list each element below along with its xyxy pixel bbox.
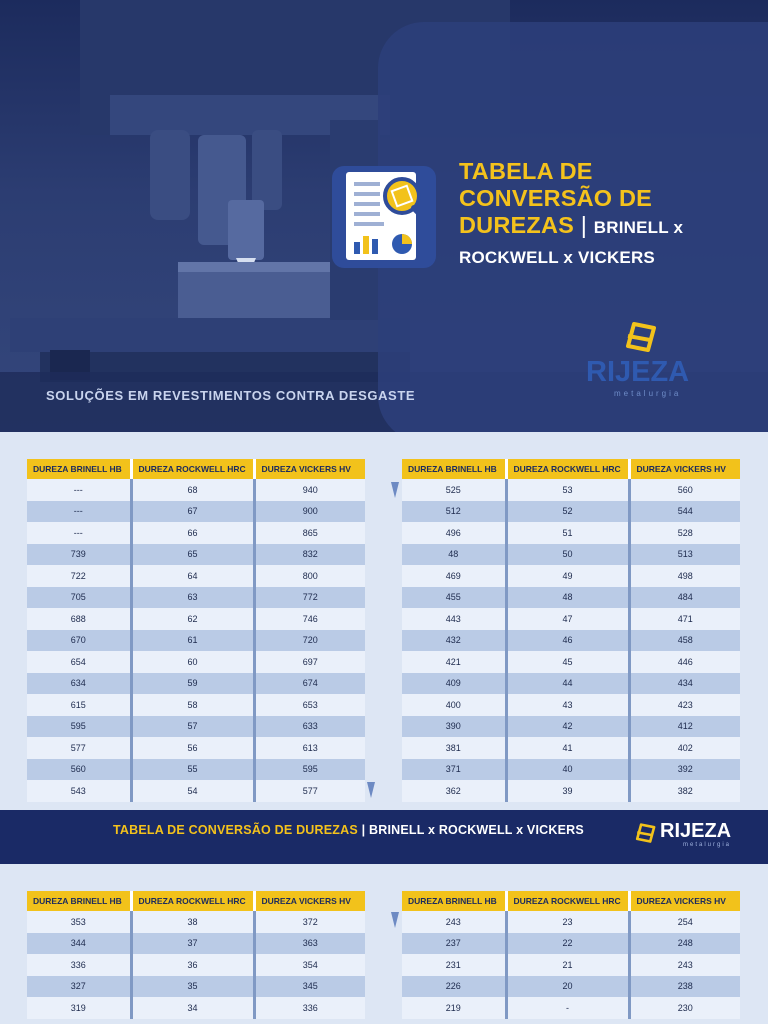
table-row: [27, 976, 365, 998]
cell-brinell: 577: [27, 737, 131, 759]
cell-vickers: 402: [629, 737, 740, 759]
cell-brinell: 243: [402, 911, 506, 933]
cell-brinell: 543: [27, 780, 131, 802]
table-row: [27, 737, 365, 759]
cell-rockwell: 46: [506, 630, 629, 652]
hero-title-separator: |: [580, 212, 588, 238]
cell-rockwell: 66: [131, 522, 254, 544]
cell-rockwell: 45: [506, 651, 629, 673]
rijeza-logo-word: RIJEZA: [660, 820, 732, 842]
cell-brinell: 654: [27, 651, 131, 673]
cell-vickers: 363: [254, 933, 365, 955]
cell-rockwell: 38: [131, 911, 254, 933]
cell-brinell: 421: [402, 651, 506, 673]
cell-brinell: ---: [27, 522, 131, 544]
cell-brinell: 237: [402, 933, 506, 955]
cell-rockwell: 35: [131, 976, 254, 998]
cell-vickers: 800: [254, 565, 365, 587]
cell-rockwell: 42: [506, 716, 629, 738]
conversion-table-2: [402, 459, 740, 802]
cell-vickers: 354: [254, 954, 365, 976]
cell-rockwell: 49: [506, 565, 629, 587]
cell-vickers: 513: [629, 544, 740, 566]
cell-rockwell: 50: [506, 544, 629, 566]
report-magnifier-icon: [332, 166, 436, 268]
cell-brinell: 353: [27, 911, 131, 933]
cell-vickers: 720: [254, 630, 365, 652]
section-banner: [0, 810, 768, 864]
table-row: [27, 780, 365, 802]
scroll-arrow-icon: [367, 782, 375, 798]
header-vickers: DUREZA VICKERS HV: [629, 459, 740, 479]
cell-brinell: 688: [27, 608, 131, 630]
cell-vickers: 434: [629, 673, 740, 695]
table-row: [27, 716, 365, 738]
header-rockwell: DUREZA ROCKWELL HRC: [506, 459, 629, 479]
cell-vickers: 484: [629, 587, 740, 609]
hero-banner: [0, 0, 768, 432]
table-row: [402, 587, 740, 609]
rijeza-logo-sub: metalurgia: [614, 389, 682, 398]
cell-rockwell: 43: [506, 694, 629, 716]
cell-rockwell: 23: [506, 911, 629, 933]
table-row: [27, 694, 365, 716]
rijeza-logo-icon: [620, 320, 660, 360]
cell-brinell: 48: [402, 544, 506, 566]
cell-brinell: 595: [27, 716, 131, 738]
cell-rockwell: 65: [131, 544, 254, 566]
table-row: [27, 911, 365, 933]
cell-rockwell: 60: [131, 651, 254, 673]
cell-vickers: 697: [254, 651, 365, 673]
cell-vickers: 528: [629, 522, 740, 544]
cell-brinell: 371: [402, 759, 506, 781]
table-row: [27, 479, 365, 501]
header-vickers: DUREZA VICKERS HV: [254, 459, 365, 479]
cell-vickers: 900: [254, 501, 365, 523]
cell-vickers: 446: [629, 651, 740, 673]
table-row: [402, 759, 740, 781]
table-row: [402, 544, 740, 566]
cell-vickers: 254: [629, 911, 740, 933]
header-vickers: DUREZA VICKERS HV: [254, 891, 365, 911]
header-brinell: DUREZA BRINELL HB: [27, 459, 131, 479]
cell-vickers: 345: [254, 976, 365, 998]
table-row: [402, 565, 740, 587]
cell-rockwell: 58: [131, 694, 254, 716]
header-brinell: DUREZA BRINELL HB: [27, 891, 131, 911]
banner-title-yellow: TABELA DE CONVERSÃO DE DUREZAS: [113, 823, 358, 837]
cell-vickers: 544: [629, 501, 740, 523]
cell-rockwell: 68: [131, 479, 254, 501]
cell-vickers: 423: [629, 694, 740, 716]
banner-title-white: BRINELL x ROCKWELL x VICKERS: [368, 823, 584, 837]
cell-brinell: 381: [402, 737, 506, 759]
hero-title-line1: TABELA DE: [459, 158, 593, 184]
table-row: [402, 737, 740, 759]
cell-vickers: 746: [254, 608, 365, 630]
header-brinell: DUREZA BRINELL HB: [402, 891, 506, 911]
cell-vickers: 832: [254, 544, 365, 566]
cell-brinell: 443: [402, 608, 506, 630]
cell-vickers: 336: [254, 997, 365, 1019]
table-row: [27, 673, 365, 695]
table-row: [27, 630, 365, 652]
table-row: [27, 651, 365, 673]
cell-rockwell: 64: [131, 565, 254, 587]
hero-title-brinell: BRINELL x: [593, 218, 684, 237]
cell-vickers: 633: [254, 716, 365, 738]
cell-rockwell: 51: [506, 522, 629, 544]
cell-brinell: 390: [402, 716, 506, 738]
cell-rockwell: 47: [506, 608, 629, 630]
table-row: [27, 954, 365, 976]
table-row: [27, 522, 365, 544]
table-row: [27, 933, 365, 955]
cell-brinell: 560: [27, 759, 131, 781]
cell-vickers: 613: [254, 737, 365, 759]
conversion-table-3: [27, 891, 365, 1019]
cell-vickers: 940: [254, 479, 365, 501]
header-rockwell: DUREZA ROCKWELL HRC: [131, 891, 254, 911]
table-row: [402, 954, 740, 976]
cell-brinell: 455: [402, 587, 506, 609]
cell-vickers: 230: [629, 997, 740, 1019]
conversion-table-1: [27, 459, 365, 802]
table-row: [27, 544, 365, 566]
table-row: [402, 694, 740, 716]
cell-brinell: 670: [27, 630, 131, 652]
table-row: [27, 759, 365, 781]
table-row: [402, 716, 740, 738]
cell-brinell: 525: [402, 479, 506, 501]
cell-rockwell: 36: [131, 954, 254, 976]
table-row: [27, 565, 365, 587]
cell-brinell: ---: [27, 501, 131, 523]
cell-vickers: 243: [629, 954, 740, 976]
cell-rockwell: 55: [131, 759, 254, 781]
table-row: [27, 587, 365, 609]
cell-brinell: 336: [27, 954, 131, 976]
cell-brinell: 219: [402, 997, 506, 1019]
cell-rockwell: 34: [131, 997, 254, 1019]
table-row: [402, 997, 740, 1019]
cell-brinell: ---: [27, 479, 131, 501]
table-row: [27, 608, 365, 630]
cell-brinell: 409: [402, 673, 506, 695]
table-row: [27, 997, 365, 1019]
banner-title-separator: |: [361, 823, 366, 837]
header-vickers: DUREZA VICKERS HV: [629, 891, 740, 911]
table-row: [402, 630, 740, 652]
cell-vickers: 674: [254, 673, 365, 695]
hero-title: [459, 158, 759, 241]
cell-vickers: 471: [629, 608, 740, 630]
cell-rockwell: 20: [506, 976, 629, 998]
cell-rockwell: 39: [506, 780, 629, 802]
cell-vickers: 653: [254, 694, 365, 716]
table-row: [402, 608, 740, 630]
cell-rockwell: 63: [131, 587, 254, 609]
table-row: [402, 933, 740, 955]
cell-brinell: 512: [402, 501, 506, 523]
cell-brinell: 344: [27, 933, 131, 955]
hero-title-line3: [459, 212, 759, 241]
cell-brinell: 226: [402, 976, 506, 998]
cell-rockwell: -: [506, 997, 629, 1019]
cell-brinell: 739: [27, 544, 131, 566]
cell-rockwell: 54: [131, 780, 254, 802]
cell-rockwell: 62: [131, 608, 254, 630]
cell-brinell: 327: [27, 976, 131, 998]
table-row: [402, 479, 740, 501]
hero-subtitle: ROCKWELL x VICKERS: [459, 248, 655, 267]
cell-brinell: 496: [402, 522, 506, 544]
table-row: [402, 976, 740, 998]
cell-brinell: 319: [27, 997, 131, 1019]
cell-rockwell: 57: [131, 716, 254, 738]
hero-title-line2: CONVERSÃO DE: [459, 185, 653, 211]
cell-vickers: 577: [254, 780, 365, 802]
cell-rockwell: 67: [131, 501, 254, 523]
cell-brinell: 432: [402, 630, 506, 652]
cell-brinell: 469: [402, 565, 506, 587]
cell-vickers: 458: [629, 630, 740, 652]
cell-brinell: 615: [27, 694, 131, 716]
scroll-arrow-icon: [391, 912, 399, 928]
cell-rockwell: 44: [506, 673, 629, 695]
cell-vickers: 772: [254, 587, 365, 609]
table-row: [402, 501, 740, 523]
table-row: [402, 651, 740, 673]
cell-rockwell: 22: [506, 933, 629, 955]
header-rockwell: DUREZA ROCKWELL HRC: [506, 891, 629, 911]
conversion-table-4: [402, 891, 740, 1019]
cell-rockwell: 52: [506, 501, 629, 523]
cell-vickers: 560: [629, 479, 740, 501]
rijeza-logo-sub: metalurgia: [683, 842, 732, 848]
cell-rockwell: 61: [131, 630, 254, 652]
cell-brinell: 705: [27, 587, 131, 609]
rijeza-logo-word: RIJEZA: [586, 356, 690, 388]
banner-title: [113, 823, 584, 837]
cell-brinell: 722: [27, 565, 131, 587]
cell-vickers: 865: [254, 522, 365, 544]
cell-rockwell: 53: [506, 479, 629, 501]
table-row: [27, 501, 365, 523]
cell-vickers: 382: [629, 780, 740, 802]
cell-brinell: 362: [402, 780, 506, 802]
hero-tagline: SOLUÇÕES EM REVESTIMENTOS CONTRA DESGASTE: [46, 388, 416, 403]
cell-rockwell: 21: [506, 954, 629, 976]
hero-title-durezas: DUREZAS: [459, 212, 574, 238]
table-row: [402, 673, 740, 695]
cell-vickers: 595: [254, 759, 365, 781]
header-brinell: DUREZA BRINELL HB: [402, 459, 506, 479]
cell-rockwell: 37: [131, 933, 254, 955]
table-row: [402, 522, 740, 544]
table-row: [402, 911, 740, 933]
cell-rockwell: 59: [131, 673, 254, 695]
cell-rockwell: 56: [131, 737, 254, 759]
cell-rockwell: 41: [506, 737, 629, 759]
cell-brinell: 400: [402, 694, 506, 716]
rijeza-logo-icon: [632, 822, 658, 848]
cell-brinell: 231: [402, 954, 506, 976]
cell-vickers: 248: [629, 933, 740, 955]
scroll-arrow-icon: [391, 482, 399, 498]
cell-rockwell: 40: [506, 759, 629, 781]
cell-vickers: 412: [629, 716, 740, 738]
cell-brinell: 634: [27, 673, 131, 695]
cell-vickers: 238: [629, 976, 740, 998]
cell-rockwell: 48: [506, 587, 629, 609]
cell-vickers: 372: [254, 911, 365, 933]
header-rockwell: DUREZA ROCKWELL HRC: [131, 459, 254, 479]
cell-vickers: 392: [629, 759, 740, 781]
cell-vickers: 498: [629, 565, 740, 587]
table-row: [402, 780, 740, 802]
